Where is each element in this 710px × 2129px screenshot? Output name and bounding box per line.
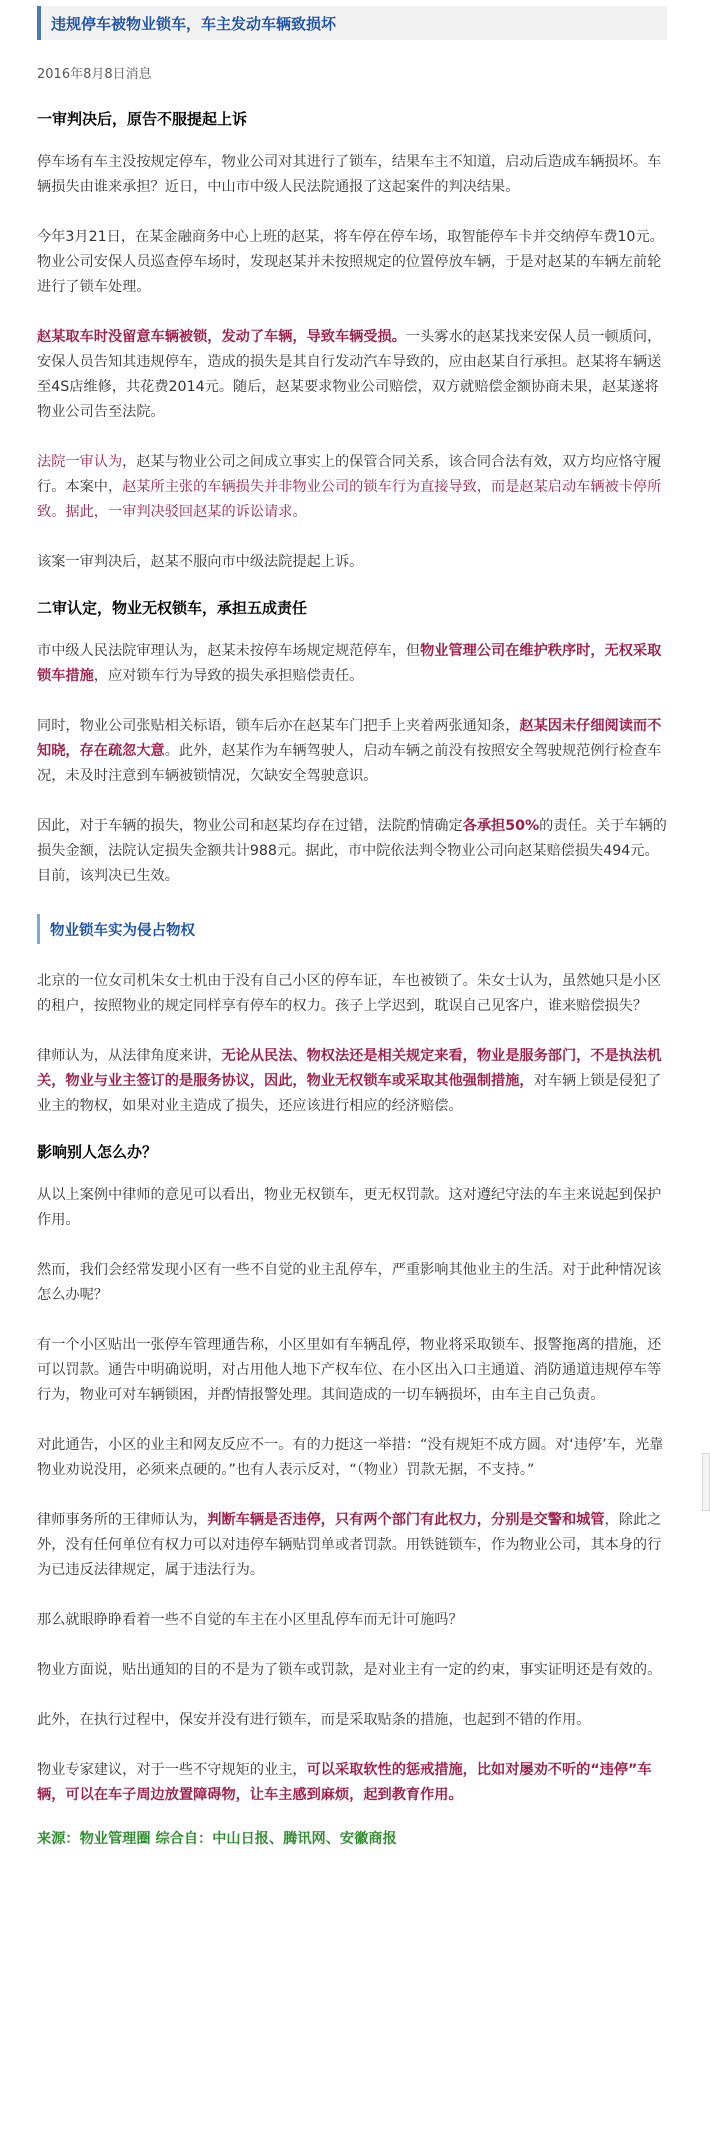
- section2-heading: 二审认定，物业无权锁车，承担五成责任: [37, 599, 308, 617]
- section4-heading: 影响别人怎么办？: [37, 1143, 158, 1161]
- section1-paragraph-5: 该案一审判决后，赵某不服向市中级法院提起上诉。: [37, 554, 364, 570]
- paragraph-text: 同时，物业公司张贴相关标语，锁车后亦在赵某车门把手上夹着两张通知条，: [37, 718, 520, 734]
- paragraph-text: ，除此之外，没有任何单位有权力可以对违停车辆贴罚单或者罚款。用铁链锁车，作为物业公司，其本身的行为已违反法律规定，属于违法行为。: [37, 1512, 662, 1578]
- highlight-text: 赵某取车时没留意车辆被锁，发动了车辆，导致车辆受损。: [37, 329, 406, 345]
- article-title-text: 违规停车被物业锁车，车主发动车辆致损坏: [51, 14, 337, 33]
- paragraph-text: 的责任。关于车辆的损失金额，法院认定损失金额共计988元。据此，市中院依法判令物业公司向赵某赔偿损失494元。目前，该判决已生效。: [37, 818, 667, 884]
- section4-paragraph-7: 物业方面说，贴出通知的目的不是为了锁车或罚款，是对业主有一定的约束，事实证明还是有效的。: [37, 1662, 662, 1678]
- paragraph-text: 律师事务所的王律师认为，: [37, 1512, 208, 1528]
- highlight-text: 无论从民法、物权法还是相关规定来看，物业是服务部门，不是执法机关，物业与业主签订的是服务协议，因此，物业无权锁车或采取其他强制措施，: [37, 1048, 662, 1089]
- highlight-text: 赵某所主张的车辆损失并非物业公司的锁车行为直接导致，而是赵某启动车辆被卡停所致。据此，一审判决驳回赵某的诉讼请求。: [37, 479, 662, 520]
- section2-paragraph-3: [37, 814, 667, 889]
- highlight-text: 判断车辆是否违停，只有两个部门有此权力，分别是交警和城管: [207, 1512, 605, 1528]
- section3-box-title: [37, 914, 667, 944]
- paragraph-text: 一头雾水的赵某找来安保人员一顿质问，安保人员告知其违规停车，造成的损失是其自行发动汽车导致的，应由赵某自行承担。赵某将车辆送至4S店维修，共花费2014元。随后，赵某要求物业公司赔偿，双方就赔偿金额协商未果，赵某遂将物业公司告至法院。: [37, 329, 662, 420]
- section1-paragraph-3: [37, 325, 667, 425]
- section1-paragraph-2: 今年3月21日，在某金融商务中心上班的赵某，将车停在停车场，取智能停车卡并交纳停车费10元。物业公司安保人员巡查停车场时，发现赵某并未按照规定的位置停放车辆，于是对赵某的车辆左前轮进行了锁车处理。: [37, 229, 664, 295]
- section4-paragraph-2: 然而，我们会经常发现小区有一些不自觉的业主乱停车，严重影响其他业主的生活。对于此种情况该怎么办呢？: [37, 1262, 662, 1303]
- scrollbar-thumb[interactable]: [702, 1453, 710, 1511]
- section4-paragraph-5: [37, 1508, 667, 1583]
- section4-paragraph-6: 那么就眼睁睁看着一些不自觉的车主在小区里乱停车而无计可施吗？: [37, 1612, 463, 1628]
- article-date: 2016年8月8日消息: [37, 67, 152, 82]
- paragraph-text: 对车辆上锁是侵犯了业主的物权，如果对业主造成了损失，还应该进行相应的经济赔偿。: [37, 1073, 662, 1114]
- section3-box-title-text: 物业锁车实为侵占物权: [50, 922, 195, 939]
- highlight-text: 各承担50%: [462, 818, 540, 834]
- article: [37, 0, 667, 1852]
- section1-paragraph-1: 停车场有车主没按规定停车，物业公司对其进行了锁车，结果车主不知道，启动后造成车辆损坏。车辆损失由谁来承担？近日，中山市中级人民法院通报了这起案件的判决结果。: [37, 154, 662, 195]
- paragraph-text: 律师认为，从法律角度来讲，: [37, 1048, 222, 1064]
- section4-paragraph-4: 对此通告，小区的业主和网友反应不一。有的力挺这一举措：“没有规矩不成方圆。对‘违停’车，光靠物业劝说没用，必须来点硬的。”也有人表示反对，“（物业）罚款无据，不支持。”: [37, 1437, 664, 1478]
- section1-paragraph-4: [37, 450, 667, 525]
- paragraph-text: 因此，对于车辆的损失，物业公司和赵某均存在过错，法院酌情确定: [37, 818, 463, 834]
- highlight-text: 物业管理公司在维护秩序时，无权采取锁车措施: [37, 643, 662, 684]
- section4-paragraph-3: 有一个小区贴出一张停车管理通告称，小区里如有车辆乱停，物业将采取锁车、报警拖离的措施，还可以罚款。通告中明确说明，对占用他人地下产权车位、在小区出入口主通道、消防通道违规停车等行为，物业可对车辆锁困，并酌情报警处理。其间造成的一切车辆损坏，由车主自己负责。: [37, 1337, 662, 1403]
- section4-paragraph-8: 此外，在执行过程中，保安并没有进行锁车，而是采取贴条的措施，也起到不错的作用。: [37, 1712, 591, 1728]
- section3-paragraph-2: [37, 1044, 667, 1119]
- article-title: [37, 6, 667, 40]
- paragraph-text: 。此外，赵某作为车辆驾驶人，启动车辆之前没有按照安全驾驶规范例行检查车况，未及时注意到车辆被锁情况，欠缺安全驾驶意识。: [37, 743, 662, 784]
- article-source: 来源：物业管理圈 综合自：中山日报、腾讯网、安徽商报: [37, 1831, 397, 1847]
- section4-paragraph-1: 从以上案例中律师的意见可以看出，物业无权锁车，更无权罚款。这对遵纪守法的车主来说起到保护作用。: [37, 1187, 662, 1228]
- paragraph-text: 市中级人民法院审理认为，赵某未按停车场规定规范停车，但: [37, 643, 421, 659]
- highlight-text: 可以采取软性的惩戒措施，比如对屡劝不听的“违停”车辆，可以在车子周边放置障碍物，让车主感到麻烦，起到教育作用。: [37, 1762, 652, 1803]
- section3-paragraph-1: 北京的一位女司机朱女士机由于没有自己小区的停车证，车也被锁了。朱女士认为，虽然她只是小区的租户，按照物业的规定同样享有停车的权力。孩子上学迟到，耽误自己见客户，谁来赔偿损失？: [37, 973, 662, 1014]
- section4-paragraph-9: [37, 1758, 667, 1808]
- highlight-text: 法院一审认为: [37, 454, 123, 470]
- paragraph-text: ，应对锁车行为导致的损失承担赔偿责任。: [93, 668, 364, 684]
- section2-paragraph-1: [37, 639, 667, 689]
- section2-paragraph-2: [37, 714, 667, 789]
- section1-heading: 一审判决后，原告不服提起上诉: [37, 110, 248, 128]
- highlight-text: 赵某因未仔细阅读而不知晓，存在疏忽大意: [37, 718, 662, 759]
- paragraph-text: 物业专家建议，对于一些不守规矩的业主，: [37, 1762, 307, 1778]
- paragraph-text: ，赵某与物业公司之间成立事实上的保管合同关系，该合同合法有效，双方均应恪守履行。本案中，: [37, 454, 662, 495]
